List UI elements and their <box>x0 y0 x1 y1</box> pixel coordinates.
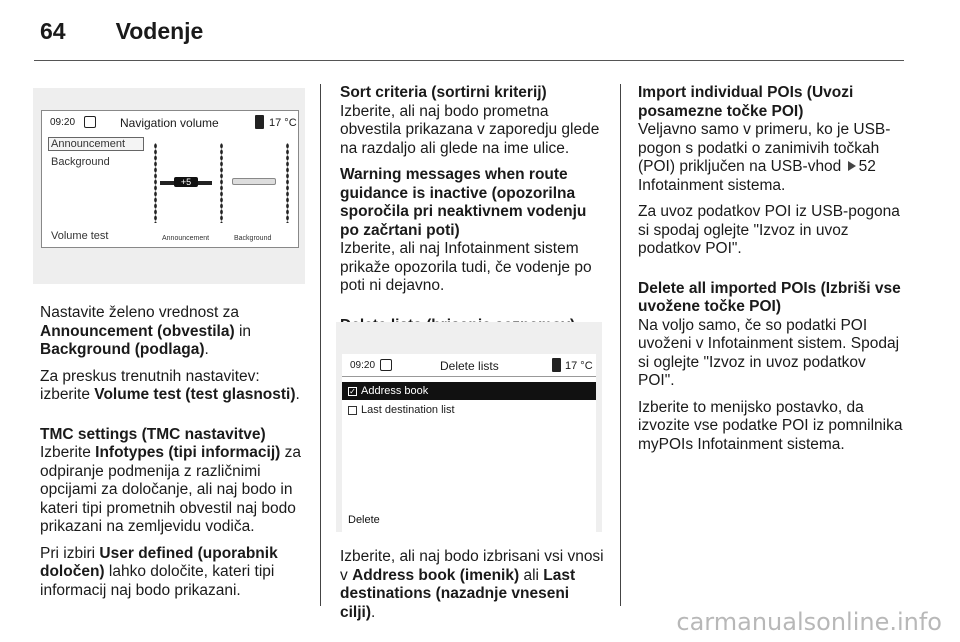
scale-dots-middle <box>220 143 223 223</box>
delete-label: Delete <box>348 514 380 526</box>
background-slider <box>232 178 276 185</box>
menu-item-announcement: Announcement <box>51 138 125 150</box>
heading-import-pois: Import individual POIs (Uvozi posamezne točke POI) <box>638 84 854 120</box>
back-icon <box>84 116 96 128</box>
announcement-value: +5 <box>174 177 198 187</box>
column-divider-2 <box>620 84 621 606</box>
paragraph-infotypes: Izberite Infotypes (tipi informacij) za odpiranje podmenija z različnimi opcijami za določanje, ali naj bodo in kateri tipi prometnih obvestil naj bodo prikazani na zemljevidu vodiča. <box>40 444 301 535</box>
title-divider <box>342 376 596 377</box>
temperature: 17 °C <box>565 360 593 372</box>
temperature: 17 °C <box>269 117 297 129</box>
column-divider-1 <box>320 84 321 606</box>
paragraph-volume-test: Za preskus trenutnih nastavitev: izberite Volume test (test glasnosti). <box>40 367 300 403</box>
section-title: Vodenje <box>115 18 204 44</box>
phone-icon <box>552 358 561 372</box>
paragraph-import-reference: Za uvoz podatkov POI iz USB-pogona si spodaj oglejte "Izvoz in uvoz podatkov POI". <box>638 203 900 257</box>
column-2 <box>340 84 606 335</box>
column-3 <box>638 84 906 462</box>
page-number: 64 <box>40 18 66 44</box>
paragraph-export-pois: Izberite to menijsko postavko, da izvozite vse podatke POI iz pomnilnika myPOIs Infotainment sistema. <box>638 398 903 453</box>
paragraph-delete-imported: Na voljo samo, če so podatki POI uvoženi v Infotainment sistem. Spodaj si oglejte "Izvoz in uvoz podatkov POI". <box>638 316 900 389</box>
heading-warning-messages: Warning messages when route guidance is inactive (opozorilna sporočila pri neaktivnem vodenju po začrtani poti) <box>340 166 587 239</box>
screen-title: Delete lists <box>440 359 499 373</box>
volume-test-label: Volume test <box>51 230 109 242</box>
heading-delete-imported-pois: Delete all imported POIs (Izbriši vse uvožene točke POI) <box>638 279 901 315</box>
paragraph-volume: Nastavite želeno vrednost za Announcement (obvestila) in Background (podlaga). <box>40 304 252 358</box>
paragraph-delete-lists: Izberite, ali naj bodo izbrisani vsi vnosi v Address book (imenik) ali Last destinations (nazadnje vneseni cilji). <box>340 548 604 621</box>
phone-icon <box>255 115 264 129</box>
clock-time: 09:20 <box>350 360 376 371</box>
heading-tmc-settings: TMC settings (TMC nastavitve) <box>40 425 266 443</box>
watermark: carmanualsonline.info <box>676 608 942 636</box>
scale-dots-left <box>154 143 157 223</box>
screen-frame <box>342 354 596 532</box>
page-header <box>40 18 203 45</box>
list-item-address-book: ✓ Address book <box>342 382 596 400</box>
heading-sort-criteria: Sort criteria (sortirni kriterij) <box>340 84 547 101</box>
screen-title: Navigation volume <box>120 116 219 130</box>
checkbox-icon <box>348 406 357 415</box>
checkbox-checked-icon: ✓ <box>349 386 356 396</box>
clock-time: 09:20 <box>50 117 76 128</box>
paragraph-import-pois: Veljavno samo v primeru, ko je USB-pogon s podatki o zanimivih točkah (POI) priključen na USB-vhod 52 Infotainment sistema. <box>638 121 891 194</box>
column-1 <box>40 304 310 608</box>
list-item-last-destinations: Last destination list <box>348 404 455 416</box>
delete-lists-screenshot <box>336 322 602 532</box>
screen-frame <box>41 110 299 248</box>
menu-item-background: Background <box>51 156 110 168</box>
scale-dots-right <box>286 143 289 223</box>
back-icon <box>380 359 392 371</box>
paragraph-sort-criteria: Izberite, ali naj bodo prometna obvestila prikazana v zaporedju glede na razdaljo ali glede na ime ulice. <box>340 102 600 157</box>
paragraph-warning-messages: Izberite, ali naj Infotainment sistem prikaže opozorila tudi, če vodenje po poti ni dejavno. <box>340 240 592 294</box>
column-label-background: Background <box>234 235 272 242</box>
paragraph-user-defined: Pri izbiri User defined (uporabnik določen) lahko določite, kateri tipi informacij naj bodo prikazani. <box>40 544 278 599</box>
page-reference-arrow-icon <box>848 161 856 171</box>
header-rule <box>34 60 904 61</box>
column-label-announcement: Announcement <box>162 235 210 242</box>
navigation-volume-screenshot <box>33 88 305 284</box>
